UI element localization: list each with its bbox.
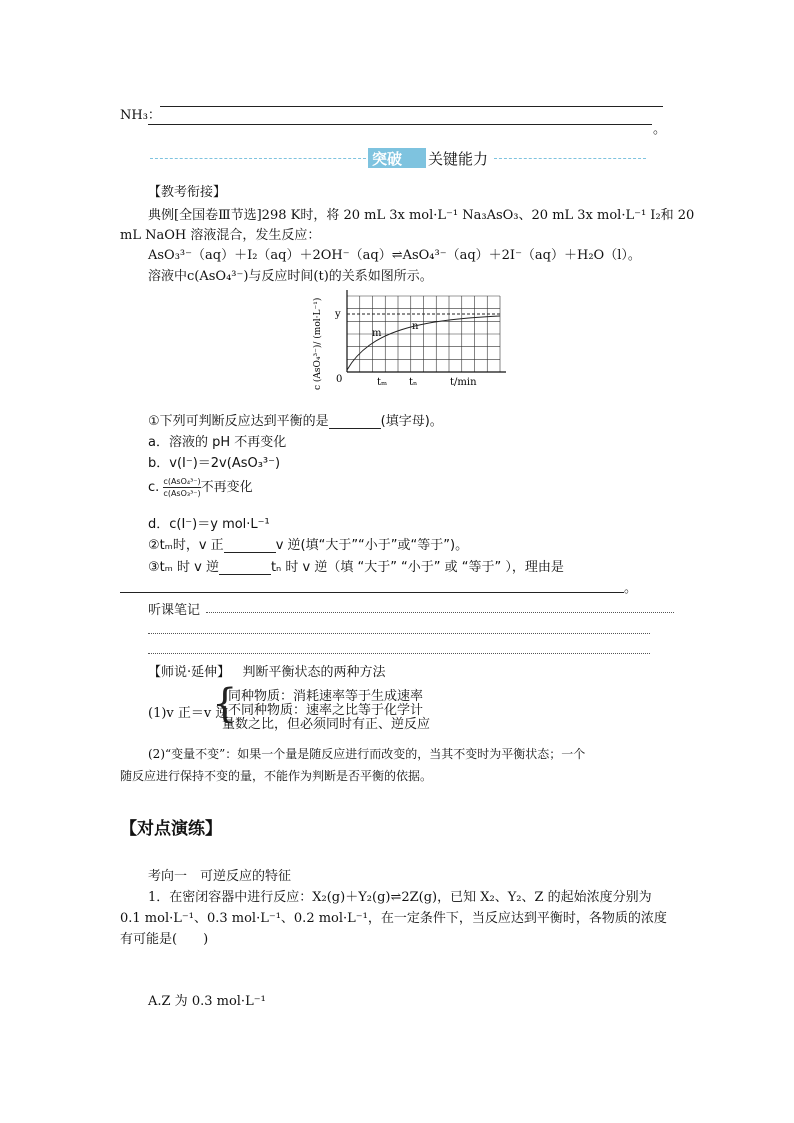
- period: 。: [653, 122, 667, 137]
- reaction-equation: AsO₃³⁻（aq）＋I₂（aq）＋2OH⁻（aq）⇌AsO₄³⁻（aq）＋2I⁻（aq）＋H₂O（l）。: [148, 248, 641, 263]
- origin-label: 0: [336, 374, 343, 385]
- practice-question-line-3: 有可能是( ): [120, 932, 209, 947]
- rule-2-line-1: (2)“变量不变”：如果一个量是随反应进行而改变的，当其不变时为平衡状态；一个: [148, 747, 586, 761]
- rule-1-prefix: (1)v 正＝v 逆: [148, 706, 229, 721]
- question-2-part-b: v 逆(填“大于”“小于”或“等于”)。: [275, 538, 469, 553]
- practice-question-line-1: 1．在密闭容器中进行反应：X₂(g)＋Y₂(g)⇌2Z(g)，已知 X₂、Y₂、Z 的起始浓度分别为: [148, 890, 652, 905]
- x-tick-tn: tₙ: [409, 377, 418, 388]
- question-1: [148, 410, 443, 429]
- banner-left-text: 突破: [372, 150, 403, 168]
- answer-line-1[interactable]: [160, 106, 663, 107]
- rule-1-item-1: 同种物质：消耗速率等于生成速率: [228, 689, 424, 704]
- practice-question-line-2: 0.1 mol·L⁻¹、0.3 mol·L⁻¹、0.2 mol·L⁻¹，在一定条件下，当反应达到平衡时，各物质的浓度: [120, 911, 667, 926]
- rule-1-item-3: 量数之比，但必须同时有正、逆反应: [222, 717, 431, 732]
- option-d: d．c(I⁻)＝y mol·L⁻¹: [148, 517, 270, 532]
- extension-subtitle: 判断平衡状态的两种方法: [242, 665, 386, 680]
- option-a: a．溶液的 pH 不再变化: [148, 435, 287, 450]
- option-c-tail: 不再变化: [200, 480, 253, 495]
- rule-2-line-2: 随反应进行保持不变的量，不能作为判断是否平衡的依据。: [120, 769, 433, 783]
- question-2: [148, 534, 468, 553]
- answer-blank-2[interactable]: [224, 537, 276, 553]
- option-b: b．v(I⁻)＝2v(AsO₃³⁻): [148, 456, 281, 471]
- practice-direction: 考向一 可逆反应的特征: [148, 869, 292, 884]
- banner-right-text: 关键能力: [428, 150, 489, 168]
- rule-1-item-2: 不同种物质：速率之比等于化学计: [228, 703, 424, 718]
- point-m-label: m: [372, 328, 382, 339]
- nh3-label: NH₃：: [120, 108, 161, 123]
- banner-rule-left: [150, 158, 366, 159]
- practice-title: 【对点演练】: [120, 819, 222, 839]
- option-c: [148, 476, 253, 499]
- banner-rule-right: [494, 158, 646, 159]
- notes-line-3[interactable]: [148, 653, 650, 654]
- question-2-part-a: ②tₘ时，v 正: [148, 538, 224, 553]
- question-3-part-b: tₙ 时 v 逆（填 “大于” “小于” 或 “等于” ），理由是: [270, 560, 564, 575]
- example-line-2: mL NaOH 溶液混合，发生反应：: [120, 228, 321, 243]
- brace-icon: {: [212, 681, 238, 727]
- answer-blank-1[interactable]: [329, 413, 381, 429]
- notes-line-2[interactable]: [148, 633, 650, 634]
- practice-option-a[interactable]: A.Z 为 0.3 mol·L⁻¹: [148, 994, 266, 1009]
- notes-line-1[interactable]: [206, 612, 674, 613]
- concentration-time-chart: [310, 290, 510, 402]
- y-marker-label: y: [335, 309, 341, 320]
- answer-line-2[interactable]: [148, 124, 652, 125]
- fraction-denominator: c(AsO₃³⁻): [163, 489, 201, 498]
- extension-title: 【师说·延伸】: [148, 665, 231, 680]
- section-title-link: 【教考衔接】: [148, 185, 227, 200]
- question-1-text: ①下列可判断反应达到平衡的是: [148, 414, 329, 429]
- x-axis-label: t/min: [450, 377, 477, 388]
- answer-line-reason[interactable]: [120, 592, 624, 593]
- relation-text: 溶液中c(AsO₄³⁻)与反应时间(t)的关系如图所示。: [148, 269, 433, 284]
- question-3: [148, 556, 564, 575]
- section-title-extension: [148, 661, 386, 680]
- x-tick-tm: tₘ: [377, 377, 388, 388]
- example-line-1: 典例[全国卷Ⅲ节选]298 K时，将 20 mL 3x mol·L⁻¹ Na₃AsO₃、20 mL 3x mol·L⁻¹ I₂和 20: [148, 208, 695, 223]
- question-3-part-a: ③tₘ 时 v 逆: [148, 560, 219, 575]
- fraction-numerator: c(AsO₄³⁻): [163, 477, 201, 486]
- period-2: 。: [624, 581, 638, 596]
- question-1-tail: (填字母)。: [380, 414, 443, 429]
- chart-grid: [347, 290, 506, 372]
- option-c-prefix: c.: [148, 480, 160, 495]
- answer-blank-3[interactable]: [219, 559, 271, 575]
- notes-label: 听课笔记: [148, 603, 201, 618]
- point-n-label: n: [412, 321, 419, 332]
- y-axis-label: c (AsO₄³⁻)/ (mol·L⁻¹): [313, 297, 323, 390]
